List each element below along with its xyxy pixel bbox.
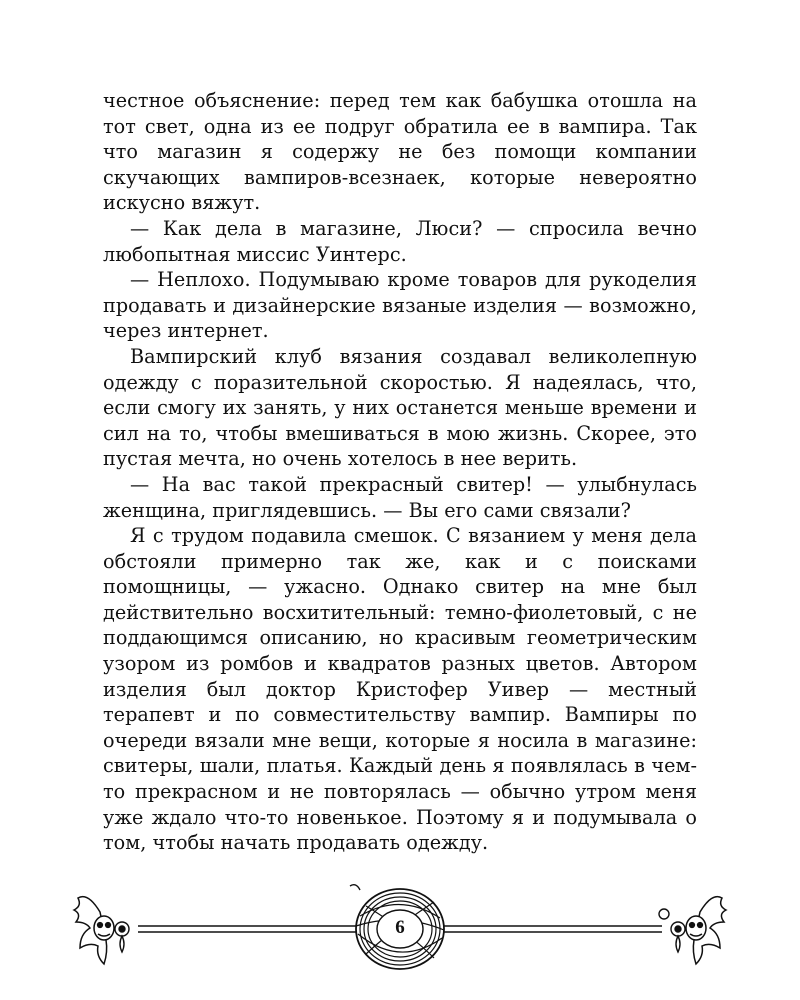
paragraph: — Неплохо. Подумываю кроме товаров для рукоделия продавать и дизайнерские вязаные изделия — возможно, через интернет. (103, 268, 697, 343)
bat-icon (74, 897, 114, 964)
paragraph: — На вас такой прекрасный свитер! — улыбнулась женщина, приглядевшись. — Вы его сами связали? (103, 472, 697, 522)
paragraph: — Как дела в магазине, Люси? — спросила вечно любопытная миссис Уинтерс. (103, 216, 697, 266)
paragraph: Я с трудом подавила смешок. С вязанием у меня дела обстояли примерно так же, как и с поисками помощницы, — ужасно. Однако свитер на мне был действительно восхитительный: темно-фиолетовый, с не поддающимся описанию, но красивым геометрическим узором из ромбов и квадратов разных цветов. Автором изделия был доктор Кристофер Уивер — местный терапевт и по совместительству вампир. Вампиры по очереди вязали мне вещи, которые я носила в магазине: свитеры, шали, платья. Каждый день я появлялась в чем-то прекрасном и не повторялась — обычно утром меня уже ждало что-то новенькое. Поэтому я и подумывала о том, чтобы начать продавать одежду. (103, 524, 697, 855)
paragraph: честное объяснение: перед тем как бабушка отошла на тот свет, одна из ее подруг обратила ее в вампира. Так что магазин я содержу не без помощи компании скучающих вампиров-всезнаек, которые невероятно искусно вяжут. (103, 89, 697, 215)
bat-icon (686, 897, 726, 964)
page-number: 6 (395, 917, 405, 938)
paragraph: Вампирский клуб вязания создавал великолепную одежду с поразительной скоростью. Я надеялась, что, если смогу их занять, у них останется меньше времени и сил на то, чтобы вмешиваться в мою жизнь. Скорее, это пустая мечта, но очень хотелось в нее верить. (103, 344, 697, 471)
page-body-text (103, 88, 697, 856)
